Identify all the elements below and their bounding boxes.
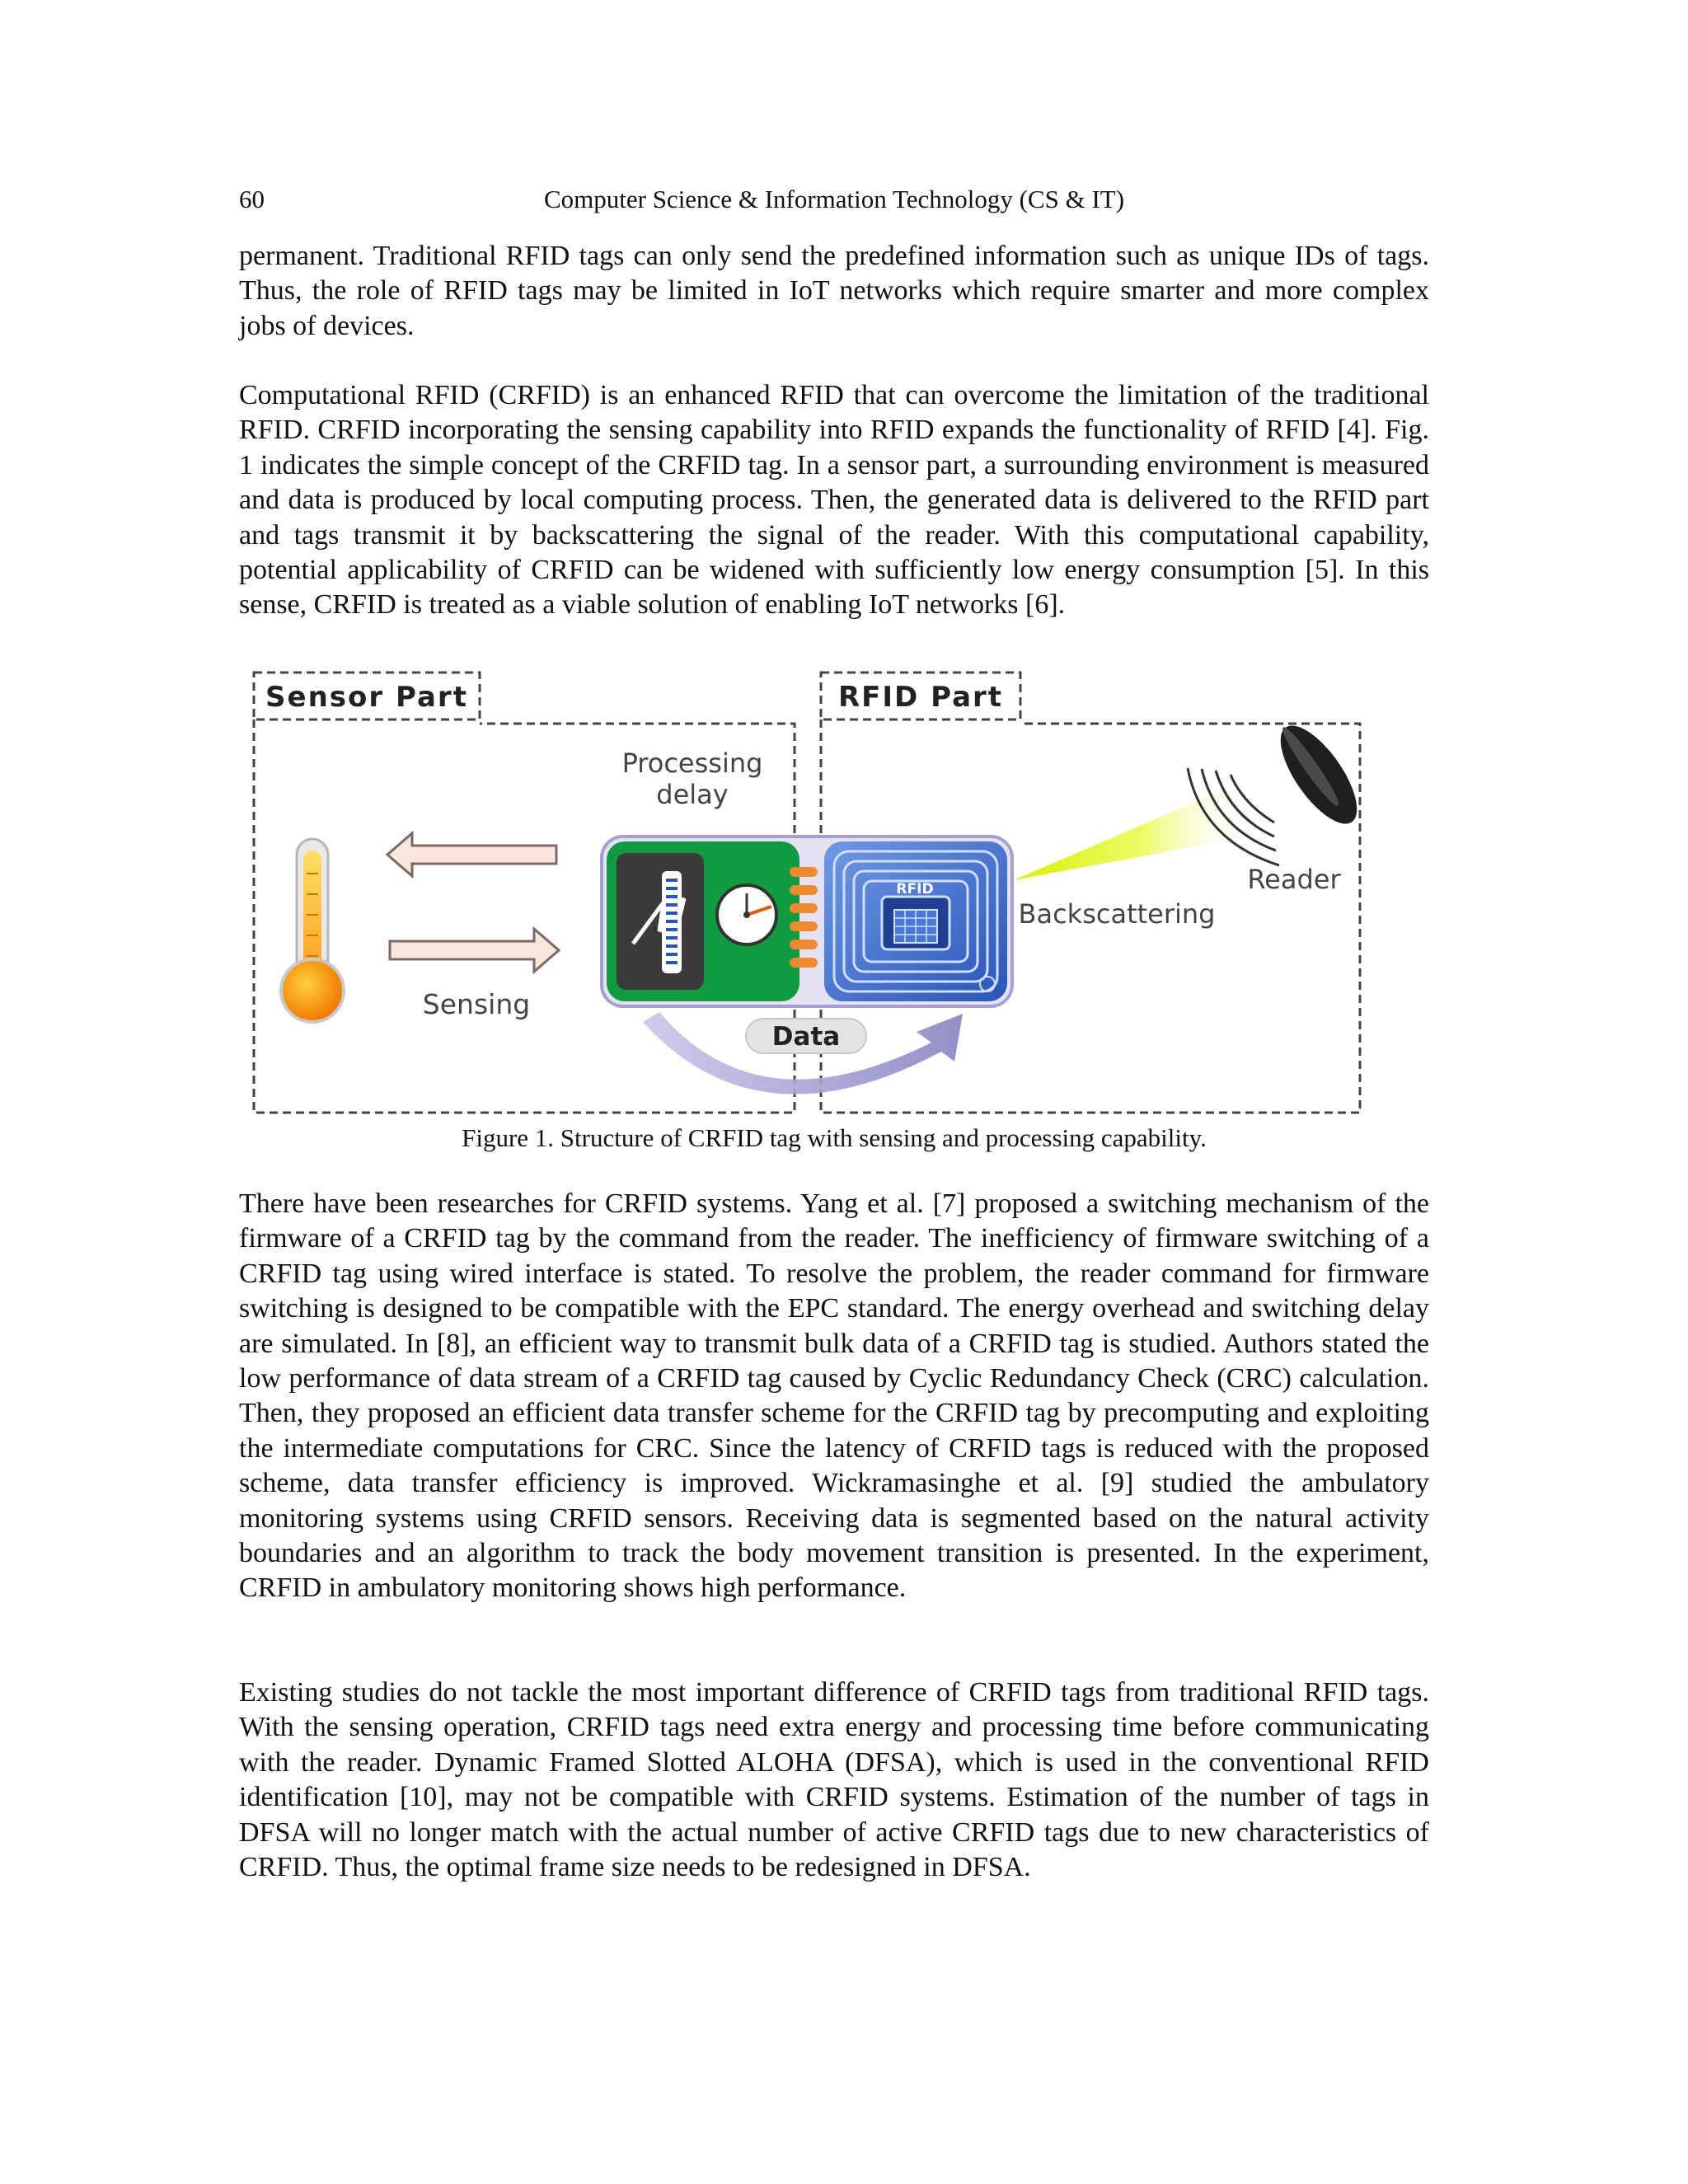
figure-caption: Figure 1. Structure of CRFID tag with sensing and processing capability. <box>462 1123 1207 1152</box>
backscatter-beam <box>1014 791 1249 880</box>
processing-delay-label-line2: delay <box>656 779 729 810</box>
paragraph-1: permanent. Traditional RFID tags can only send the predefined information such as unique IDs of tags. Thus, the role of RFID tags may be limited in IoT networks which require smarter and more complex jobs of devices. <box>239 241 1429 341</box>
page-number: 60 <box>239 185 265 213</box>
rfid-antenna-icon <box>824 841 1007 1001</box>
paragraph-3: There have been researches for CRFID systems. Yang et al. [7] proposed a switching mechanism of the firmware of a CRFID tag by the command from the reader. The inefficiency of firmware switching of a CRFID tag using wired interface is stated. To resolve the problem, the reader command for firmware switching is designed to be compatible with the EPC standard. The energy overhead and switching delay are simulated. In [8], an efficient way to transmit bulk data of a CRFID tag is studied. Authors stated the low performance of data stream of a CRFID tag caused by Cyclic Redundancy Check (CRC) calculation. Then, they proposed an efficient data transfer scheme for the CRFID tag by precomputing and exploiting the intermediate computations for CRC. Since the latency of CRFID tags is reduced with the proposed scheme, data transfer efficiency is improved. Wickramasinghe et al. [9] studied the ambulatory monitoring systems using CRFID sensors. Receiving data is segmented based on the natural activity boundaries and an algorithm to track the body movement transition is presented. In the experiment, CRFID in ambulatory monitoring shows high performance. <box>239 1188 1429 1604</box>
processing-delay-label: Processing <box>621 748 763 779</box>
thermometer-icon <box>281 839 344 1022</box>
rfid-part-label: RFID Part <box>837 681 1004 714</box>
journal-title: Computer Science & Information Technology (CS & IT) <box>543 185 1125 213</box>
sensor-chip-icon <box>617 853 704 990</box>
clock-icon <box>717 885 776 944</box>
reader-label: Reader <box>1247 864 1341 895</box>
right-arrow-icon <box>390 929 559 972</box>
page-header <box>239 185 1429 218</box>
data-label: Data <box>771 1022 841 1052</box>
sensor-part-label: Sensor Part <box>265 681 468 714</box>
paragraph-2: Computational RFID (CRFID) is an enhanced RFID that can overcome the limitation of the traditional RFID. CRFID incorporating the sensing capability into RFID expands the functionality of RFID [4]. Fig. 1 indicates the simple concept of the CRFID tag. In a sensor part, a surrounding environment is measured and data is produced by local computing process. Then, the generated data is delivered to the RFID part and tags transmit it by backscattering the signal of the reader. With this computational capability, potential applicability of CRFID can be widened with sufficiently low energy consumption [5]. In this sense, CRFID is treated as a viable solution of enabling IoT networks [6]. <box>239 380 1429 621</box>
paragraph-4: Existing studies do not tackle the most important difference of CRFID tags from traditional RFID tags. With the sensing operation, CRFID tags need extra energy and processing time before communicating with the reader. Dynamic Framed Slotted ALOHA (DFSA), which is used in the conventional RFID identification [10], may not be compatible with CRFID systems. Estimation of the number of tags in DFSA will no longer match with the actual number of active CRFID tags due to new characteristics of CRFID. Thus, the optimal frame size needs to be redesigned in DFSA. <box>239 1677 1429 1883</box>
reader-icon <box>1267 715 1368 836</box>
figure-crfid-structure <box>247 668 1368 1117</box>
backscattering-label: Backscattering <box>1018 898 1216 930</box>
sensing-label: Sensing <box>422 988 531 1020</box>
left-arrow-icon <box>387 833 556 876</box>
crfid-tag-board <box>602 837 1012 1006</box>
rfid-chip-label: RFID <box>896 881 934 898</box>
